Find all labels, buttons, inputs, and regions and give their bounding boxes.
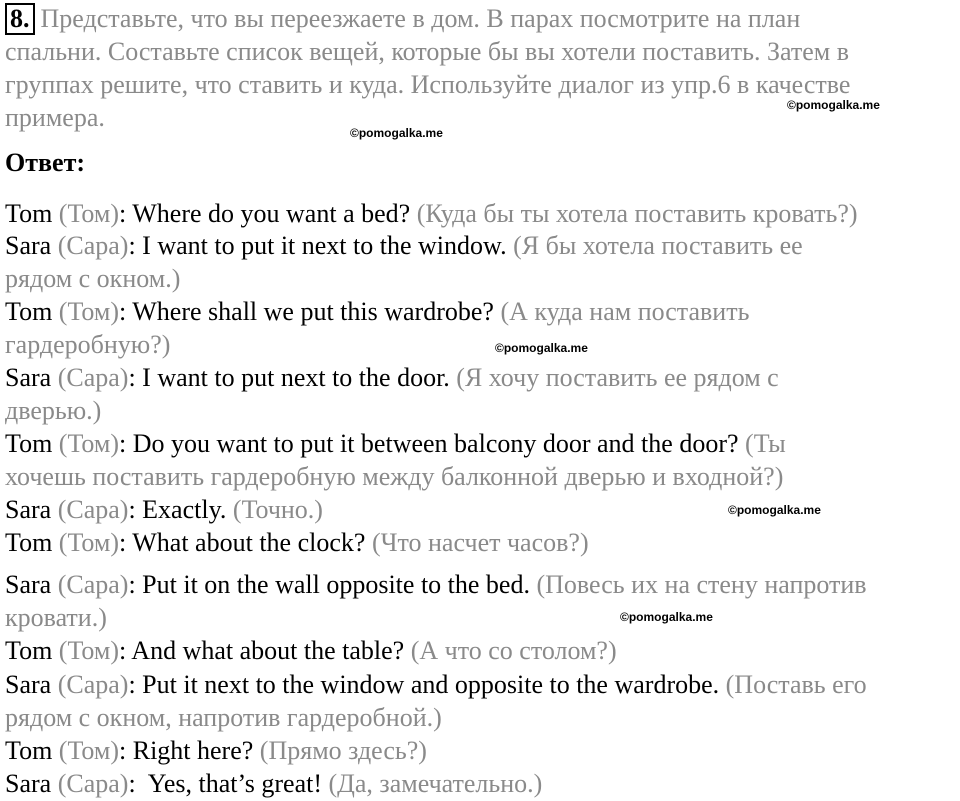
line-translation: (Куда бы ты хотела поставить кровать?) [410, 199, 858, 228]
line-text: : I want to put next to the door. [128, 363, 450, 392]
line-translation: (Я хочу поставить ее рядом с [449, 363, 779, 392]
line-text: : Do you want to put it between balcony door and the door? [119, 429, 739, 458]
speaker-name: Tom [5, 199, 53, 228]
line-translation: хочешь поставить гардеробную между балконной дверью и входной?) [5, 462, 784, 491]
speaker-translation: (Сара) [51, 363, 129, 392]
speaker-name: Tom [5, 528, 53, 557]
dialogue-line-continuation [5, 394, 960, 427]
speaker-name: Tom [5, 297, 53, 326]
line-translation: (Что насчет часов?) [365, 528, 589, 557]
dialogue-line-continuation [5, 460, 960, 493]
dialogue-line [5, 427, 960, 460]
line-translation: (Поставь его [719, 670, 867, 699]
speaker-translation: (Сара) [51, 769, 129, 798]
line-text: : Where shall we put this wardrobe? [119, 297, 494, 326]
speaker-translation: (Сара) [51, 495, 129, 524]
answer-label: Ответ: [5, 148, 86, 177]
speaker-translation: (Том) [52, 736, 119, 765]
dialogue-line [5, 295, 960, 328]
dialogue-line-continuation [5, 701, 960, 734]
task-line-3: группах решите, что ставить и куда. Используйте диалог из упр.6 в качестве [5, 70, 851, 99]
line-translation: (Я бы хотела поставить ее [506, 231, 803, 260]
watermark: ©pomogalka.me [728, 503, 821, 517]
watermark: ©pomogalka.me [787, 98, 880, 112]
line-text: : Put it next to the window and opposite to the wardrobe. [128, 670, 720, 699]
dialogue-line [5, 634, 960, 667]
line-translation: (Прямо здесь?) [253, 736, 427, 765]
line-translation: (А что со столом?) [404, 636, 617, 665]
speaker-name: Sara [5, 363, 52, 392]
line-text: : Right here? [119, 736, 254, 765]
speaker-name: Sara [5, 570, 52, 599]
dialogue-line [5, 734, 960, 767]
task-number: 8. [5, 3, 35, 35]
line-text: : Exactly. [128, 495, 227, 524]
watermark: ©pomogalka.me [620, 610, 713, 624]
line-text: : And what about the table? [119, 636, 405, 665]
speaker-name: Tom [5, 429, 53, 458]
speaker-translation: (Том) [52, 528, 119, 557]
line-text: : Where do you want a bed? [119, 199, 411, 228]
task-line-2: спальни. Составьте список вещей, которые бы вы хотели поставить. Затем в [5, 37, 850, 66]
line-text: : I want to put it next to the window. [128, 231, 507, 260]
speaker-translation: (Сара) [51, 670, 129, 699]
line-translation: (Повесь их на стену напротив [529, 570, 867, 599]
line-text: : What about the clock? [119, 528, 366, 557]
line-translation: (Точно.) [226, 495, 323, 524]
line-translation: (А куда нам поставить [493, 297, 750, 326]
dialogue-line-continuation [5, 262, 960, 295]
watermark: ©pomogalka.me [495, 341, 588, 355]
line-translation: кровати.) [5, 603, 107, 632]
speaker-name: Sara [5, 670, 52, 699]
task-line-4: примера. [5, 103, 105, 132]
line-text: : Yes, that’s great! [128, 769, 322, 798]
line-translation: рядом с окном.) [5, 264, 181, 293]
task-text [5, 2, 955, 134]
dialogue-line [5, 767, 960, 800]
dialogue-line [5, 361, 960, 394]
dialogue-line [5, 668, 960, 701]
speaker-name: Sara [5, 769, 52, 798]
speaker-translation: (Том) [52, 636, 119, 665]
speaker-name: Sara [5, 231, 52, 260]
line-translation: рядом с окном, напротив гардеробной.) [5, 703, 442, 732]
speaker-translation: (Том) [52, 429, 119, 458]
task-line-1: 8. Представьте, что вы переезжаете в дом. В парах посмотрите на план [5, 2, 955, 35]
line-translation: дверью.) [5, 396, 102, 425]
line-translation: (Ты [738, 429, 786, 458]
watermark: ©pomogalka.me [350, 126, 443, 140]
line-translation: гардеробную?) [5, 330, 171, 359]
dialogue-line [5, 197, 960, 230]
dialogue-line [5, 526, 960, 559]
dialogue-line [5, 568, 960, 601]
dialogue-line [5, 229, 960, 262]
speaker-translation: (Том) [52, 297, 119, 326]
dialogue-line-continuation [5, 601, 960, 634]
speaker-name: Tom [5, 636, 53, 665]
dialogue-line-continuation [5, 328, 960, 361]
speaker-translation: (Сара) [51, 570, 129, 599]
speaker-name: Tom [5, 736, 53, 765]
line-translation: (Да, замечательно.) [322, 769, 543, 798]
speaker-name: Sara [5, 495, 52, 524]
line-text: : Put it on the wall opposite to the bed. [128, 570, 530, 599]
speaker-translation: (Сара) [51, 231, 129, 260]
speaker-translation: (Том) [52, 199, 119, 228]
